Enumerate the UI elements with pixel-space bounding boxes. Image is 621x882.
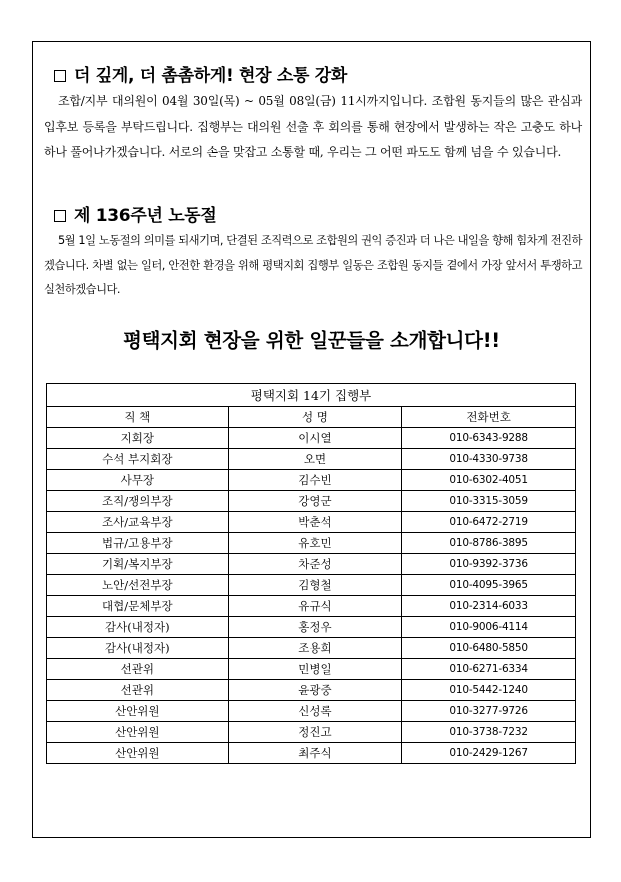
cell-role: 노안/선전부장	[47, 575, 229, 596]
cell-phone: 010-6343-9288	[402, 428, 576, 449]
cell-role: 수석 부지회장	[47, 449, 229, 470]
cell-role: 선관위	[47, 680, 229, 701]
section-title-text: 제 136주년 노동절	[74, 206, 217, 226]
cell-phone: 010-3315-3059	[402, 491, 576, 512]
cell-name: 유호민	[228, 533, 402, 554]
checkbox-square-icon	[54, 70, 66, 82]
table-row	[47, 554, 576, 575]
cell-role: 감사(내정자)	[47, 617, 229, 638]
cell-phone: 010-2429-1267	[402, 743, 576, 764]
header-name: 성 명	[228, 407, 402, 428]
cell-role: 선관위	[47, 659, 229, 680]
cell-role: 기획/복지부장	[47, 554, 229, 575]
table-row	[47, 428, 576, 449]
cell-role: 감사(내정자)	[47, 638, 229, 659]
cell-phone: 010-6302-4051	[402, 470, 576, 491]
table-row	[47, 722, 576, 743]
cell-phone: 010-6472-2719	[402, 512, 576, 533]
table-row	[47, 512, 576, 533]
cell-name: 홍정우	[228, 617, 402, 638]
cell-name: 조용희	[228, 638, 402, 659]
cell-role: 법규/고용부장	[47, 533, 229, 554]
cell-phone: 010-6480-5850	[402, 638, 576, 659]
table-row	[47, 701, 576, 722]
cell-role: 산안위원	[47, 743, 229, 764]
section-title-field-communication	[54, 61, 347, 86]
table-row	[47, 470, 576, 491]
checkbox-square-icon	[54, 210, 66, 222]
cell-name: 유규식	[228, 596, 402, 617]
cell-role: 산안위원	[47, 701, 229, 722]
cell-name: 오면	[228, 449, 402, 470]
cell-phone: 010-6271-6334	[402, 659, 576, 680]
cell-name: 박춘석	[228, 512, 402, 533]
cell-role: 조사/교육부장	[47, 512, 229, 533]
table-row	[47, 533, 576, 554]
cell-phone: 010-9006-4114	[402, 617, 576, 638]
cell-role: 대협/문체부장	[47, 596, 229, 617]
cell-role: 조직/쟁의부장	[47, 491, 229, 512]
section-title-labor-day	[54, 201, 217, 226]
table-row	[47, 575, 576, 596]
staff-intro-headline: 평택지회 현장을 위한 일꾼들을 소개합니다!!	[123, 329, 500, 352]
cell-name: 김형철	[228, 575, 402, 596]
cell-name: 최주식	[228, 743, 402, 764]
cell-phone: 010-2314-6033	[402, 596, 576, 617]
staff-table	[46, 383, 576, 764]
table-row	[47, 596, 576, 617]
header-role: 직 책	[47, 407, 229, 428]
cell-name: 윤광중	[228, 680, 402, 701]
cell-phone: 010-5442-1240	[402, 680, 576, 701]
table-row	[47, 743, 576, 764]
section-body-field-communication: 조합/지부 대의원이 04월 30일(목) ~ 05월 08일(금) 11시까지입니다. 조합원 동지들의 많은 관심과 입후보 등록을 부탁드립니다. 집행부는 대의원 선출 후 회의를 통해 현장에서 발생하는 작은 고충도 하나하나 풀어나가겠습니다. 서로의 손을 맞잡고 소통할 때, 우리는 그 어떤 파도도 함께 넘을 수 있습니다.	[44, 94, 582, 159]
cell-phone: 010-4330-9738	[402, 449, 576, 470]
cell-name: 김수빈	[228, 470, 402, 491]
cell-role: 산안위원	[47, 722, 229, 743]
table-row	[47, 659, 576, 680]
header-phone: 전화번호	[402, 407, 576, 428]
cell-name: 이시열	[228, 428, 402, 449]
cell-name: 민병일	[228, 659, 402, 680]
table-row	[47, 638, 576, 659]
cell-phone: 010-3277-9726	[402, 701, 576, 722]
table-row	[47, 449, 576, 470]
section-body-labor-day: 5월 1일 노동절의 의미를 되새기며, 단결된 조직력으로 조합원의 권익 증진과 더 나은 내일을 향해 힘차게 전진하겠습니다. 차별 없는 일터, 안전한 환경을 위해 평택지회 집행부 일동은 조합원 동지들 곁에서 가장 앞서서 투쟁하고 실천하겠습니다.	[44, 234, 582, 296]
table-row	[47, 617, 576, 638]
cell-phone: 010-4095-3965	[402, 575, 576, 596]
cell-role: 사무장	[47, 470, 229, 491]
cell-name: 정진고	[228, 722, 402, 743]
cell-phone: 010-3738-7232	[402, 722, 576, 743]
table-caption: 평택지회 14기 집행부	[47, 384, 576, 407]
cell-phone: 010-9392-3736	[402, 554, 576, 575]
cell-role: 지회장	[47, 428, 229, 449]
section-title-text: 더 깊게, 더 촘촘하게! 현장 소통 강화	[74, 66, 348, 86]
cell-name: 강영군	[228, 491, 402, 512]
cell-phone: 010-8786-3895	[402, 533, 576, 554]
table-row	[47, 680, 576, 701]
cell-name: 차준성	[228, 554, 402, 575]
cell-name: 신성록	[228, 701, 402, 722]
table-row	[47, 491, 576, 512]
